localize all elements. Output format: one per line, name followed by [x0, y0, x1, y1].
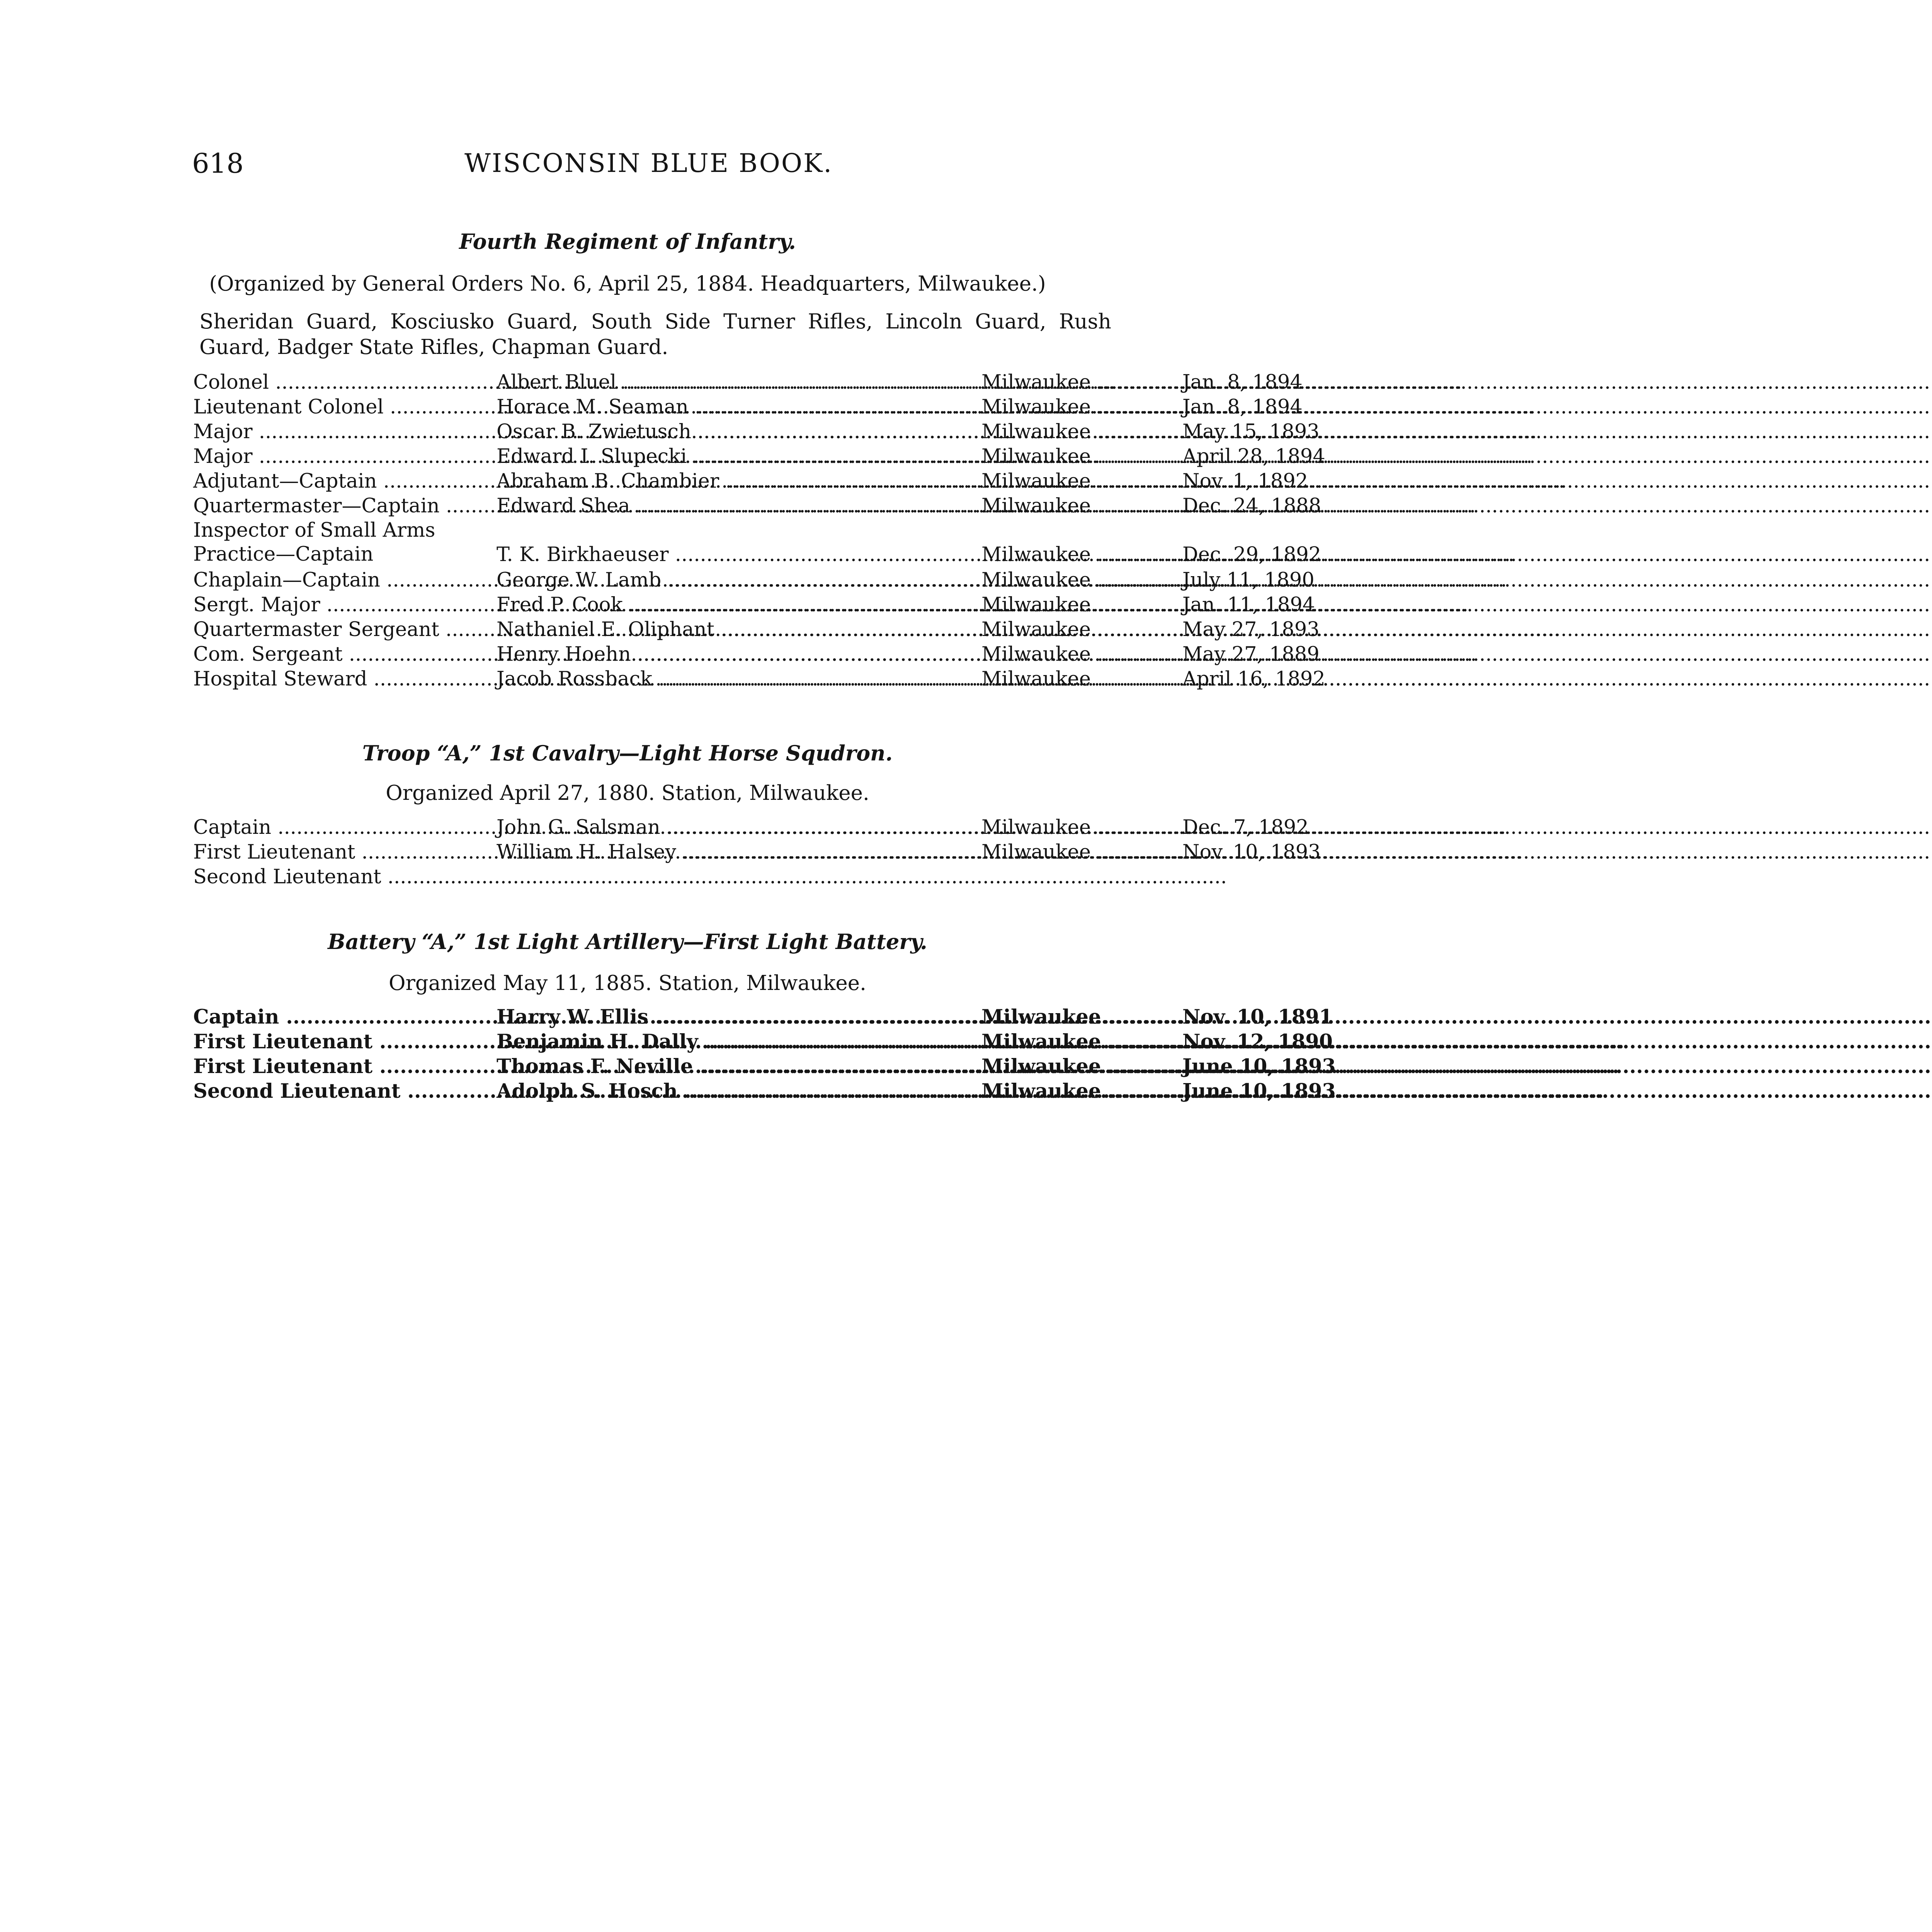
- battery-a-title: Battery “A,” 1st Light Artillery—First Light Battery.: [328, 929, 927, 954]
- officer-city: Milwaukee .....: [981, 667, 1182, 692]
- commission-date: May 27, 1893: [1182, 618, 1320, 641]
- troop-a-title: Troop “A,” 1st Cavalry—Light Horse Squdron.: [362, 741, 893, 765]
- officer-name: Thomas F. Neville .....: [497, 1054, 978, 1079]
- page-number: 618: [192, 148, 244, 179]
- officer-rank: Adjutant—Captain .....: [193, 469, 485, 494]
- officer-rank: First Lieutenant .....: [193, 1054, 485, 1079]
- officer-city: Milwaukee .....: [981, 420, 1182, 444]
- running-head: WISCONSIN BLUE BOOK.: [464, 148, 833, 178]
- commission-date: June 10, 1893: [1182, 1080, 1336, 1103]
- officer-city: Milwaukee .....: [981, 1029, 1182, 1054]
- officer-name: Albert Bluel .....: [497, 370, 978, 395]
- battery-a-roster: [193, 1005, 1336, 1104]
- troop-a-roster: [193, 815, 1321, 889]
- officer-city: Milwaukee .....: [981, 370, 1182, 395]
- officer-city: Milwaukee .....: [981, 593, 1182, 617]
- commission-date: April 28, 1894: [1182, 445, 1325, 468]
- officer-name: George W. Lamb .....: [497, 568, 978, 593]
- commission-date: May 15, 1893: [1182, 420, 1320, 443]
- officer-rank: Major .....: [193, 444, 485, 469]
- officer-rank: Com. Sergeant .....: [193, 642, 485, 667]
- officer-name: Edward Shea .....: [497, 494, 978, 519]
- commission-date: May 27, 1889: [1182, 643, 1320, 666]
- roster-row: [193, 469, 1308, 494]
- fourth-regiment-roster: [193, 370, 1325, 692]
- officer-name: John G. Salsman .....: [497, 815, 978, 840]
- officer-rank: Quartermaster Sergeant .....: [193, 617, 485, 642]
- commission-date: Jan. 11, 1894: [1182, 594, 1315, 616]
- commission-date: Jan. 8, 1894: [1182, 396, 1303, 418]
- officer-rank: First Lieutenant .....: [193, 840, 485, 865]
- officer-rank: Quartermaster—Captain .....: [193, 494, 485, 519]
- officer-city: Milwaukee .....: [981, 617, 1182, 642]
- roster-row: [193, 494, 1321, 519]
- commission-date: Nov. 10, 1893: [1182, 841, 1321, 864]
- roster-row: [193, 642, 1320, 667]
- commission-date: June 10, 1893: [1182, 1055, 1336, 1078]
- officer-city: Milwaukee .....: [981, 1005, 1182, 1029]
- officer-rank: Colonel .....: [193, 370, 485, 395]
- officer-name: Benjamin H. Dally .....: [497, 1029, 978, 1054]
- roster-row: [193, 1029, 1333, 1054]
- roster-row: [193, 593, 1315, 617]
- officer-city: Milwaukee .....: [981, 568, 1182, 593]
- commission-date: Dec. 29, 1892: [1182, 543, 1321, 566]
- officer-city: Milwaukee .....: [981, 1054, 1182, 1079]
- roster-row: [193, 865, 1113, 889]
- fourth-regiment-companies: Sheridan Guard, Kosciusko Guard, South Side Turner Rifles, Lincoln Guard, Rush Guard, Badger State Rifles, Chapman Guard.: [199, 310, 1111, 359]
- officer-name: William H. Halsey .....: [497, 840, 978, 865]
- roster-row: [193, 568, 1315, 593]
- roster-row: [193, 444, 1325, 469]
- roster-row: [193, 395, 1303, 420]
- officer-name: Oscar B. Zwietusch .....: [497, 420, 978, 444]
- officer-rank: First Lieutenant .....: [193, 1029, 485, 1054]
- officer-rank: Second Lieutenant .....: [193, 1079, 485, 1104]
- roster-row: [193, 1079, 1336, 1104]
- officer-rank: Captain .....: [193, 1005, 485, 1029]
- roster-row: [193, 1054, 1336, 1079]
- officer-city: Milwaukee .....: [981, 815, 1182, 840]
- officer-city: Milwaukee .....: [981, 494, 1182, 519]
- roster-row: [193, 519, 1321, 568]
- officer-city: Milwaukee .....: [981, 543, 1182, 567]
- roster-row: [193, 840, 1321, 865]
- commission-date: Nov. 10, 1891: [1182, 1005, 1333, 1029]
- officer-name: T. K. Birkhaeuser .....: [497, 543, 978, 567]
- commission-date: Dec. 24, 1888: [1182, 495, 1321, 517]
- officer-name: Harry W. Ellis .....: [497, 1005, 978, 1029]
- officer-city: Milwaukee .....: [981, 1079, 1182, 1104]
- officer-name: Jacob Rossback .....: [497, 667, 978, 692]
- roster-row: [193, 667, 1325, 692]
- fourth-regiment-organized: (Organized by General Orders No. 6, April 25, 1884. Headquarters, Milwaukee.): [209, 272, 1046, 296]
- officer-name: Horace M. Seaman .....: [497, 395, 978, 420]
- officer-rank: Captain .....: [193, 815, 485, 840]
- officer-rank: Hospital Steward .....: [193, 667, 485, 692]
- officer-rank: Lieutenant Colonel .....: [193, 395, 485, 420]
- vacant-rank: Second Lieutenant .....: [193, 865, 1113, 889]
- officer-name: Henry Hoehn .....: [497, 642, 978, 667]
- commission-date: July 11, 1890: [1182, 569, 1315, 592]
- officer-city: Milwaukee .....: [981, 395, 1182, 420]
- roster-row: [193, 370, 1303, 395]
- fourth-regiment-title: Fourth Regiment of Infantry.: [459, 229, 796, 254]
- commission-date: Nov. 1, 1892: [1182, 470, 1308, 493]
- officer-name: Adolph S. Hosch .....: [497, 1079, 978, 1104]
- commission-date: Dec. 7, 1892: [1182, 816, 1309, 839]
- roster-row: [193, 815, 1309, 840]
- officer-name: Fred P. Cook .....: [497, 593, 978, 617]
- officer-city: Milwaukee .....: [981, 444, 1182, 469]
- officer-rank: Major .....: [193, 420, 485, 444]
- battery-a-organized: Organized May 11, 1885. Station, Milwaukee.: [389, 971, 866, 995]
- roster-row: [193, 617, 1320, 642]
- officer-name: Nathaniel E. Oliphant .....: [497, 617, 978, 642]
- commission-date: Jan. 8, 1894: [1182, 371, 1303, 394]
- officer-rank: Inspector of Small Arms Practice—Captain: [193, 519, 435, 566]
- officer-city: Milwaukee .....: [981, 642, 1182, 667]
- troop-a-organized: Organized April 27, 1880. Station, Milwaukee.: [386, 781, 869, 805]
- roster-row: [193, 1005, 1333, 1029]
- officer-name: Abraham B. Chambier .....: [497, 469, 978, 494]
- officer-city: Milwaukee .....: [981, 469, 1182, 494]
- officer-rank: Sergt. Major .....: [193, 593, 485, 617]
- commission-date: April 16, 1892: [1182, 668, 1325, 690]
- officer-rank: Chaplain—Captain .....: [193, 568, 485, 593]
- officer-name: Edward I. Slupecki .....: [497, 444, 978, 469]
- commission-date: Nov. 12, 1890: [1182, 1030, 1333, 1053]
- officer-city: Milwaukee .....: [981, 840, 1182, 865]
- roster-row: [193, 420, 1320, 444]
